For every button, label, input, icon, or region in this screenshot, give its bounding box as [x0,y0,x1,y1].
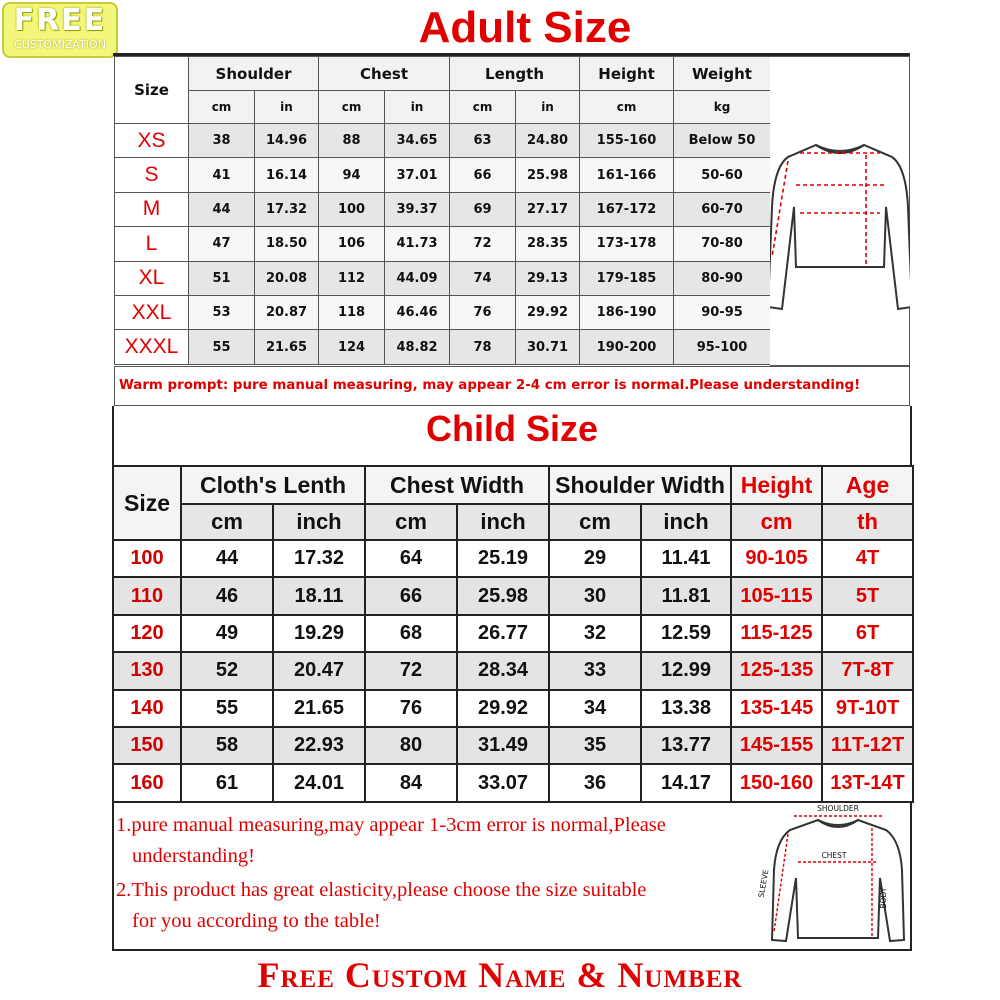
table-cell: 161-166 [580,158,674,192]
table-row [115,261,771,295]
table-cell: 44 [189,192,255,226]
table-cell: 5T [822,577,913,614]
table-cell: 74 [450,261,516,295]
table-cell: 72 [450,227,516,261]
adult-size-cell: M [115,192,189,226]
child-group-header: Cloth's Lenth [181,466,365,504]
child-note-2-line-2: for you according to the table! [132,910,381,932]
table-row [115,330,771,364]
table-cell: 25.19 [457,540,549,577]
table-cell: 18.11 [273,577,365,614]
table-cell: 64 [365,540,457,577]
table-cell: 31.49 [457,727,549,764]
table-cell: 60-70 [674,192,771,226]
adult-unit-row [115,91,771,124]
table-cell: 17.32 [255,192,319,226]
adult-header-row [115,57,771,91]
table-row [113,577,913,614]
table-cell: 7T-8T [822,652,913,689]
table-cell: 25.98 [516,158,580,192]
child-measurement-diagram [752,800,912,950]
table-cell: 30 [549,577,641,614]
adult-group-header: Height [580,57,674,91]
child-unit-header: cm [549,504,641,540]
adult-size-cell: XXL [115,295,189,329]
adult-unit-header: cm [189,91,255,124]
adult-unit-header: in [516,91,580,124]
table-cell: 12.99 [641,652,731,689]
table-cell: 49 [181,615,273,652]
table-cell: 22.93 [273,727,365,764]
table-cell: 41.73 [385,227,450,261]
diagram-chest-label: CHEST [821,851,847,860]
child-unit-header: cm [731,504,822,540]
table-cell: 34.65 [385,124,450,158]
child-unit-header: inch [273,504,365,540]
child-group-header: Shoulder Width [549,466,731,504]
table-row [113,652,913,689]
table-cell: 21.65 [273,690,365,727]
table-row [115,192,771,226]
footer-custom-text: Free Custom Name & Number [257,955,743,995]
child-size-cell: 140 [113,690,181,727]
table-cell: 25.98 [457,577,549,614]
table-cell: 118 [319,295,385,329]
adult-unit-header: cm [319,91,385,124]
adult-size-cell: XXXL [115,330,189,364]
table-cell: 69 [450,192,516,226]
child-size-header: Size [113,466,181,540]
child-size-cell: 130 [113,652,181,689]
child-size-cell: 110 [113,577,181,614]
table-cell: 106 [319,227,385,261]
adult-size-cell: S [115,158,189,192]
table-cell: 58 [181,727,273,764]
child-note-1 [116,810,756,872]
table-cell: 105-115 [731,577,822,614]
adult-group-header: Chest [319,57,450,91]
table-cell: 94 [319,158,385,192]
table-cell: 51 [189,261,255,295]
table-cell: 112 [319,261,385,295]
table-cell: 33 [549,652,641,689]
table-cell: 13T-14T [822,764,913,801]
table-cell: 52 [181,652,273,689]
table-cell: 29.92 [516,295,580,329]
child-size-cell: 160 [113,764,181,801]
table-cell: 72 [365,652,457,689]
adult-size-table [114,56,771,365]
table-cell: 88 [319,124,385,158]
table-cell: 179-185 [580,261,674,295]
table-cell: 167-172 [580,192,674,226]
table-cell: 33.07 [457,764,549,801]
table-cell: 53 [189,295,255,329]
adult-size-cell: L [115,227,189,261]
table-cell: 16.14 [255,158,319,192]
table-cell: 80 [365,727,457,764]
child-size-cell: 100 [113,540,181,577]
table-cell: 35 [549,727,641,764]
child-note-2-line-1: 2.This product has great elasticity,please choose the size suitable [116,879,647,901]
badge-free-text: FREE [13,3,107,38]
table-cell: 70-80 [674,227,771,261]
table-cell: 11.41 [641,540,731,577]
table-cell: 190-200 [580,330,674,364]
table-cell: 50-60 [674,158,771,192]
table-cell: 90-95 [674,295,771,329]
table-cell: 27.17 [516,192,580,226]
table-cell: 17.32 [273,540,365,577]
table-cell: 34 [549,690,641,727]
adult-unit-header: in [255,91,319,124]
table-cell: 4T [822,540,913,577]
table-cell: 66 [450,158,516,192]
table-cell: 29.13 [516,261,580,295]
table-cell: 68 [365,615,457,652]
table-cell: 32 [549,615,641,652]
table-row [113,764,913,801]
table-cell: 46 [181,577,273,614]
child-note-2 [116,875,756,937]
table-row [115,295,771,329]
table-cell: Below 50 [674,124,771,158]
table-cell: 63 [450,124,516,158]
child-unit-header: inch [457,504,549,540]
adult-unit-header: in [385,91,450,124]
table-row [113,690,913,727]
child-header-row [113,466,913,504]
table-cell: 6T [822,615,913,652]
table-cell: 48.82 [385,330,450,364]
table-cell: 21.65 [255,330,319,364]
diagram-shoulder-label: SHOULDER [817,804,859,813]
adult-group-header: Shoulder [189,57,319,91]
table-row [113,615,913,652]
child-group-header: Chest Width [365,466,549,504]
child-group-header: Age [822,466,913,504]
table-cell: 26.77 [457,615,549,652]
table-cell: 135-145 [731,690,822,727]
table-cell: 24.80 [516,124,580,158]
table-cell: 19.29 [273,615,365,652]
table-cell: 11.81 [641,577,731,614]
table-cell: 46.46 [385,295,450,329]
table-cell: 38 [189,124,255,158]
table-cell: 66 [365,577,457,614]
table-cell: 78 [450,330,516,364]
table-cell: 36 [549,764,641,801]
table-cell: 28.35 [516,227,580,261]
long-sleeve-shirt-icon [752,800,912,950]
table-cell: 84 [365,764,457,801]
adult-unit-header: cm [580,91,674,124]
table-row [115,227,771,261]
adult-size-title: Adult Size [418,3,632,52]
table-cell: 80-90 [674,261,771,295]
adult-size-header: Size [115,57,189,124]
table-row [115,124,771,158]
child-size-table [112,465,914,803]
child-note-1-line-2: understanding! [132,845,255,867]
table-cell: 14.17 [641,764,731,801]
table-row [115,158,771,192]
table-cell: 29.92 [457,690,549,727]
long-sleeve-shirt-icon [770,57,910,367]
table-row [113,727,913,764]
adult-size-cell: XS [115,124,189,158]
adult-measurement-diagram [770,56,910,366]
table-cell: 44 [181,540,273,577]
diagram-sleeve-label: SLEEVE [756,868,771,899]
table-cell: 100 [319,192,385,226]
child-unit-row [113,504,913,540]
table-cell: 24.01 [273,764,365,801]
table-cell: 76 [365,690,457,727]
table-cell: 20.47 [273,652,365,689]
table-cell: 55 [181,690,273,727]
badge-customization-text: CUSTOMIZATION [14,38,106,51]
table-cell: 124 [319,330,385,364]
adult-unit-header: kg [674,91,771,124]
table-cell: 11T-12T [822,727,913,764]
child-group-header: Height [731,466,822,504]
child-unit-header: cm [181,504,273,540]
adult-group-header: Weight [674,57,771,91]
child-size-cell: 150 [113,727,181,764]
table-cell: 145-155 [731,727,822,764]
table-cell: 20.87 [255,295,319,329]
adult-group-header: Length [450,57,580,91]
adult-size-cell: XL [115,261,189,295]
table-cell: 115-125 [731,615,822,652]
table-cell: 125-135 [731,652,822,689]
table-row [113,540,913,577]
child-unit-header: cm [365,504,457,540]
table-cell: 37.01 [385,158,450,192]
table-cell: 76 [450,295,516,329]
table-cell: 30.71 [516,330,580,364]
table-cell: 9T-10T [822,690,913,727]
diagram-body-label: BODY [879,887,888,909]
table-cell: 28.34 [457,652,549,689]
table-cell: 44.09 [385,261,450,295]
child-size-title: Child Size [425,408,599,449]
table-cell: 90-105 [731,540,822,577]
table-cell: 14.96 [255,124,319,158]
table-cell: 18.50 [255,227,319,261]
table-cell: 155-160 [580,124,674,158]
table-cell: 95-100 [674,330,771,364]
adult-unit-header: cm [450,91,516,124]
table-cell: 12.59 [641,615,731,652]
table-cell: 13.77 [641,727,731,764]
table-cell: 39.37 [385,192,450,226]
child-note-1-line-1: 1.pure manual measuring,may appear 1-3cm error is normal,Please [116,814,666,836]
warm-prompt-text: Warm prompt: pure manual measuring, may appear 2-4 cm error is normal.Please understanding! [114,366,910,406]
table-cell: 186-190 [580,295,674,329]
table-cell: 29 [549,540,641,577]
child-unit-header: inch [641,504,731,540]
table-cell: 13.38 [641,690,731,727]
table-cell: 173-178 [580,227,674,261]
table-cell: 55 [189,330,255,364]
table-cell: 47 [189,227,255,261]
child-size-cell: 120 [113,615,181,652]
table-cell: 20.08 [255,261,319,295]
table-cell: 150-160 [731,764,822,801]
child-unit-header: th [822,504,913,540]
table-cell: 41 [189,158,255,192]
table-cell: 61 [181,764,273,801]
